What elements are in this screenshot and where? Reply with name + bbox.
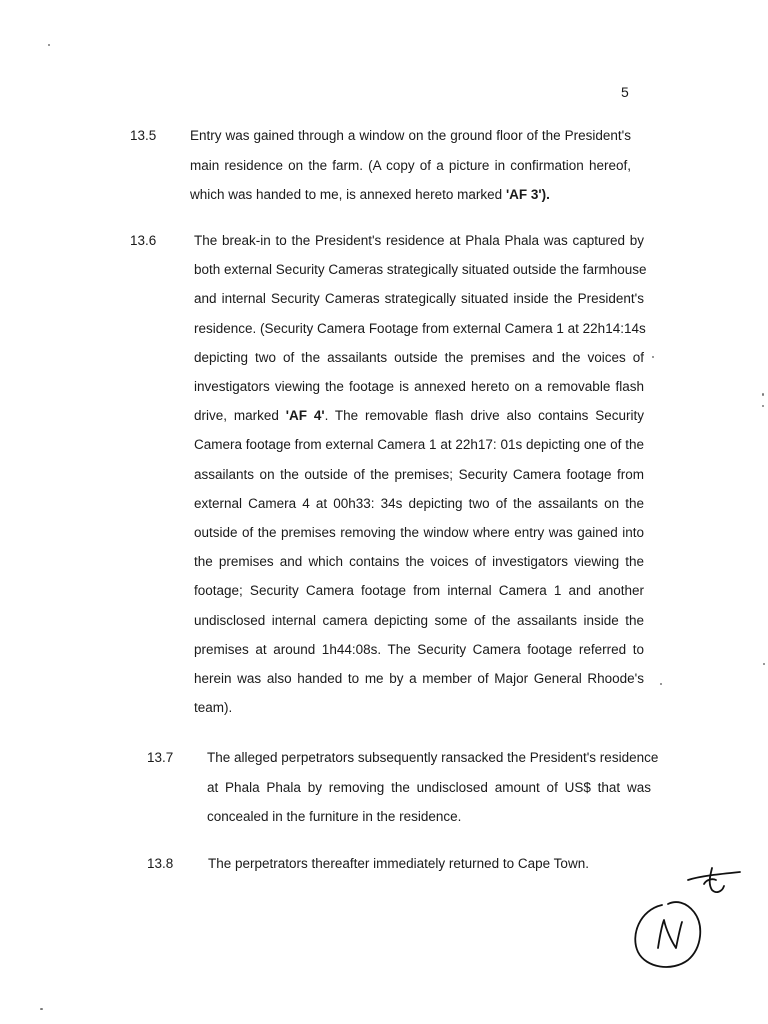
annexure-mark: 'AF 4': [285, 408, 325, 424]
text-line: depicting two of the assailants outside the premises and the voices of: [194, 349, 644, 365]
paragraph-number: 13.5: [130, 128, 157, 143]
initial-letter: [658, 920, 682, 948]
paragraph-number: 13.6: [130, 233, 157, 248]
scan-speck: [762, 405, 764, 407]
text-line: outside of the premises removing the window where entry was gained into: [194, 525, 644, 541]
text-line: footage; Security Camera footage from internal Camera 1 and another: [194, 583, 644, 599]
text-segment: . The removable flash drive also contains Security: [324, 408, 644, 424]
annexure-mark: 'AF 3').: [505, 187, 550, 203]
page-number: 5: [621, 84, 629, 100]
text-line: The alleged perpetrators subsequently ransacked the President's residence: [207, 750, 659, 765]
paragraph-number: 13.7: [147, 750, 174, 765]
text-line: concealed in the furniture in the residence.: [207, 809, 462, 825]
text-line: external Camera 4 at 00h33: 34s depicting two of the assailants on the: [194, 495, 644, 511]
text-line: Entry was gained through a window on the ground floor of the President's: [190, 128, 631, 143]
scan-speck: [660, 683, 662, 685]
text-line: The perpetrators thereafter immediately returned to Cape Town.: [208, 856, 589, 871]
text-line: assailants on the outside of the premises; Security Camera footage from: [194, 466, 644, 482]
text-line: both external Security Cameras strategically situated outside the farmhouse: [194, 262, 647, 278]
text-line: team).: [194, 700, 233, 716]
scan-speck: [40, 1008, 43, 1010]
text-line: Camera footage from external Camera 1 at 22h17: 01s depicting one of the: [194, 437, 644, 453]
scan-speck: [48, 44, 50, 46]
text-line: undisclosed internal camera depicting some of the assailants inside the: [194, 612, 644, 628]
text-line: herein was also handed to me by a member of Major General Rhoode's: [194, 671, 644, 687]
scan-speck: [762, 393, 764, 396]
paragraph-number: 13.8: [147, 856, 174, 871]
text-line: the premises and which contains the voices of investigators viewing the: [194, 554, 644, 570]
text-line: premises at around 1h44:08s. The Security Camera footage referred to: [194, 641, 644, 657]
text-line: residence. (Security Camera Footage from external Camera 1 at 22h14:14s: [194, 320, 646, 336]
text-segment: which was handed to me, is annexed hereto marked: [190, 187, 503, 203]
text-line: The break-in to the President's residence at Phala Phala was captured by: [194, 233, 644, 248]
scan-speck: [652, 356, 654, 358]
scan-speck: [763, 663, 765, 665]
text-line: main residence on the farm. (A copy of a picture in confirmation hereof,: [190, 157, 631, 173]
text-line: investigators viewing the footage is annexed hereto on a removable flash: [194, 379, 644, 395]
text-line: at Phala Phala by removing the undisclosed amount of US$ that was: [207, 779, 651, 795]
text-segment: drive, marked: [194, 408, 279, 424]
text-line: and internal Security Cameras strategically situated inside the President's: [194, 291, 644, 307]
